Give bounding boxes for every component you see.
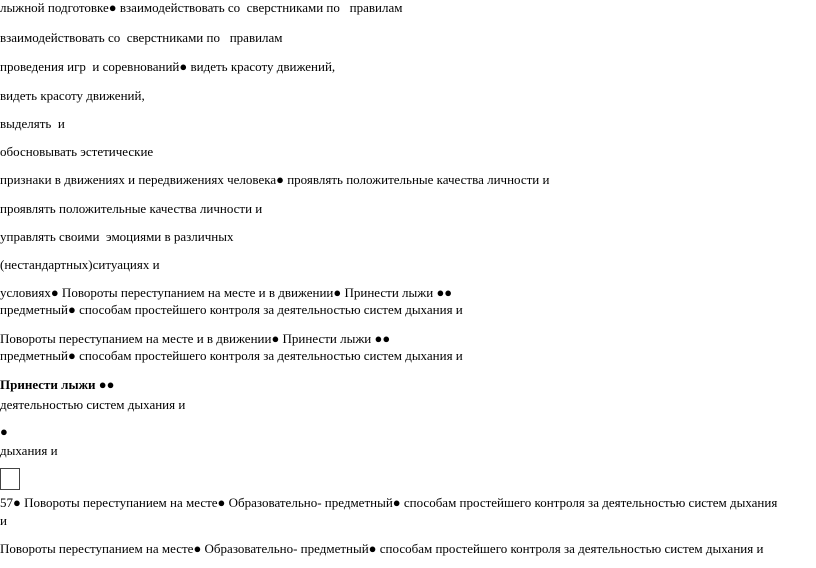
text-line: деятельностью систем дыхания и [0,397,186,412]
text-line: Принести лыжи ●● [0,377,115,392]
text-line: Повороты переступанием на месте и в движении● Принести лыжи ●● [0,331,391,346]
text-line: видеть красоту движений, [0,88,145,103]
text-line: проявлять положительные качества личности и [0,201,263,216]
empty-table-cell [0,468,20,490]
text-line: выделять и [0,116,65,131]
text-line: предметный● способам простейшего контроля за деятельностью систем дыхания и [0,302,463,317]
text-line: Повороты переступанием на месте● Образовательно- предметный● способам простейшего контроля за деятельностью систем дыхания и [0,541,764,556]
text-line: и [0,513,7,528]
bullet-mark: ● [0,424,8,439]
text-line: дыхания и [0,443,58,458]
text-line: обосновывать эстетические [0,144,154,159]
text-line: признаки в движениях и передвижениях человека● проявлять положительные качества личности и [0,172,550,187]
text-line: (нестандартных)ситуациях и [0,257,160,272]
text-line: взаимодействовать со сверстниками по правилам [0,30,283,45]
text-line: проведения игр и соревнований● видеть красоту движений, [0,59,336,74]
text-line: лыжной подготовке● взаимодействовать со сверстниками по правилам [0,0,403,15]
text-line: условиях● Повороты переступанием на месте и в движении● Принести лыжи ●● [0,285,453,300]
text-line: управлять своими эмоциями в различных [0,229,234,244]
text-line: 57● Повороты переступанием на месте● Образовательно- предметный● способам простейшего контроля за деятельностью систем дыхания [0,495,778,510]
text-line: предметный● способам простейшего контроля за деятельностью систем дыхания и [0,348,463,363]
